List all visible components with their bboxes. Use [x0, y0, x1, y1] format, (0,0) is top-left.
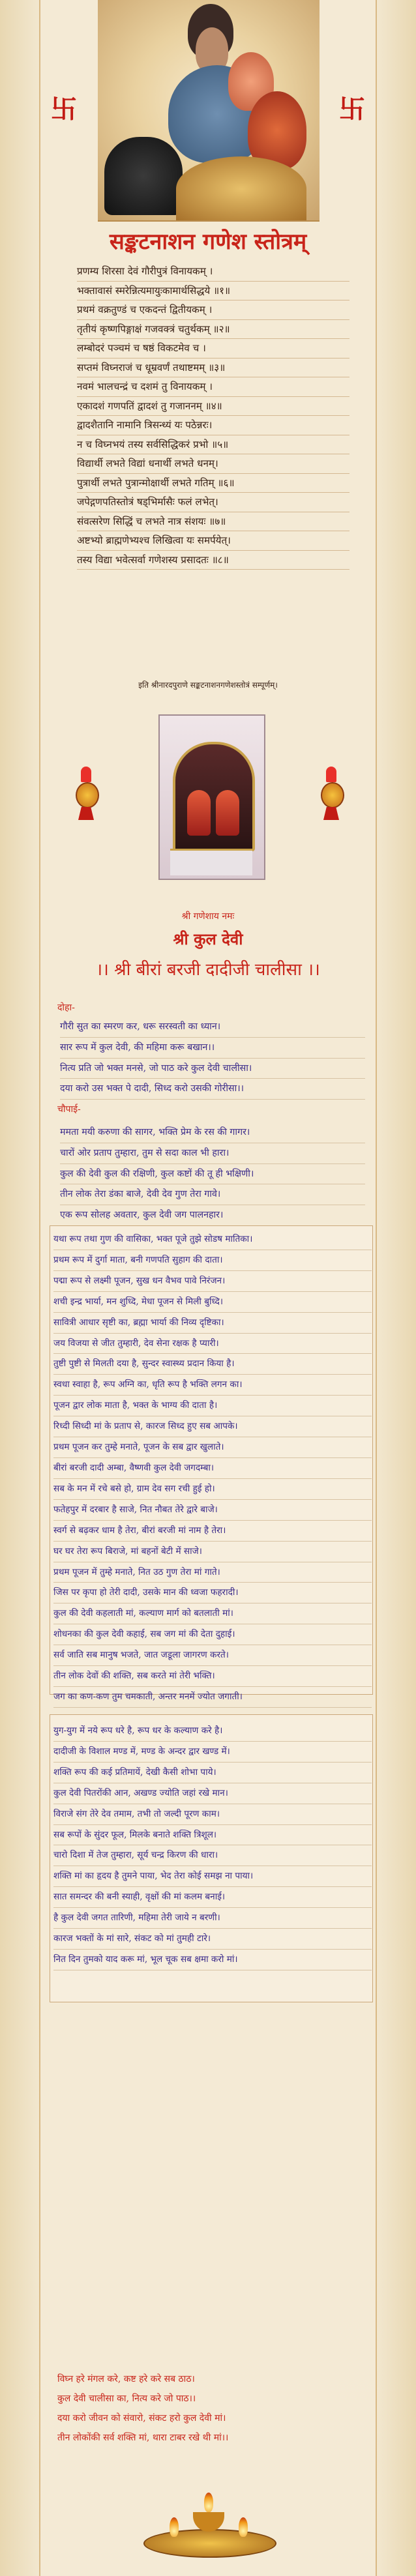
chaupai-line: घर घर तेरा रूप बिराजे, मां बहनों बेटी में साजे। [53, 1542, 372, 1562]
chaupai-line: सब रूपों के सुंदर फूल, मिलके बनाते शक्ति त्रिशूल। [53, 1825, 372, 1846]
chaupai-line: चारों ओर प्रताप तुम्हारा, तुम से सदा काल भी हारा। [60, 1143, 365, 1164]
chaupai-line: रिध्दी सिध्दी मां के प्रताप से, कारज सिध्द हुए सब आपके। [53, 1416, 372, 1437]
right-border-band [376, 0, 416, 2576]
chaupai-verses-main [53, 1229, 372, 1708]
stotra-line: जपेद्गणपतिस्तोत्रं षड्भिर्मासैः फलं लभेत्। [77, 493, 349, 512]
stotra-line: न च विघ्नभयं तस्य सर्वसिद्धिकरं प्रभो ॥५॥ [77, 435, 349, 455]
invocation-text: श्री गणेशाय नमः [181, 911, 235, 922]
chaupai-line: शक्ति मां का हृदय है तुमने पाया, भेद तेरा कोई समझ ना पाया। [53, 1866, 372, 1887]
chaupai-line: प्रथम पूजन में तुम्हे मनाते, नित उठ गुण तेरा मां गाते। [53, 1562, 372, 1583]
doha-line: गौरी सुत का स्मरण कर, धरू सरस्वती का ध्यान। [60, 1017, 365, 1038]
temple-deity-image [158, 714, 265, 880]
chaupai-line: कारज भक्तों के मां सारे, संकट को मां तुमही टारे। [53, 1929, 372, 1950]
chaupai-line: शक्ति रूप की कई प्रतिमायें, देखी कैसी शोभा पाये। [53, 1763, 372, 1783]
chaupai-line: जग का कण-कण तुम चमकाती, अन्तर मनमें ज्योत जगाती। [53, 1687, 372, 1708]
chaupai-line: सर्व जाति सब मानुष भजते, जात जडूला जागरण करते। [53, 1645, 372, 1666]
chaupai-line: तीन लोक तेरा डंका बाजे, देवी देव गुण तेरा गावे। [60, 1184, 365, 1205]
chaupai-line: एक रूप सोलह अवतार, कुल देवी जग पालनहार। [60, 1205, 365, 1226]
chaupai-line: शची इन्द्र भार्या, मन शुध्दि, मेधा पूजन से मिली बुध्दि। [53, 1292, 372, 1313]
stotra-line: एकादशं गणपतिं द्वादशं तु गजाननम् ॥४॥ [77, 397, 349, 417]
stotra-line: संवत्सरेण सिद्धिं च लभते नात्र संशयः ॥७॥ [77, 512, 349, 532]
chaupai-label: चौपाई- [57, 1104, 81, 1115]
stotra-verses [77, 262, 349, 570]
doha-verses [60, 1017, 365, 1100]
chaupai-line: दादीजी के विशाल मण्ड में, मण्ड के अन्दर द्वार खण्ड में। [53, 1742, 372, 1763]
chaupai-line: तीन लोक देवों की शक्ति, सब करते मां तेरी भक्ति। [53, 1666, 372, 1687]
stotra-colophon: इति श्रीनारदपुराणे सङ्कटनाशनगणेशस्तोत्रं सम्पूर्णम्। [138, 681, 278, 690]
kalash-icon [72, 756, 100, 828]
chaupai-line: सब के मन में रचे बसे हो, ग्राम देव सग रची हुई हो। [53, 1479, 372, 1500]
left-border-band [0, 0, 40, 2576]
chaupai-line: पद्मा रूप से लक्ष्मी पूजन, सुख धन वैभव पावे निरंजन। [53, 1271, 372, 1292]
chaupai-line: कुल की देवी कहलाती मां, कल्याण मार्ग को बतलाती मां। [53, 1603, 372, 1624]
chaupai-line: नित दिन तुमको याद करू मां, भूल चूक सब क्षमा करो मां। [53, 1950, 372, 1970]
stotra-line: प्रथमं वक्रतुण्डं च एकदन्तं द्वितीयकम् । [77, 300, 349, 320]
swastika-icon: 卐 [51, 95, 77, 124]
closing-doha [57, 2369, 364, 2448]
doha-line: नित्य प्रति जो भक्त मनसे, जो पाठ करे कुल देवी चालीसा। [60, 1059, 365, 1079]
chaupai-line: बीरां बरजी दादी अम्बा, वैष्णवी कुल देवी जगदम्बा। [53, 1458, 372, 1479]
chaupai-line: जय विजया से जीत तुम्हारी, देव सेना रक्षक है प्यारी। [53, 1334, 372, 1354]
closing-line: तीन लोकोंकी सर्व शक्ति मां, थारा टाबर रखे थी मां।। [57, 2433, 229, 2443]
doha-line: दया करो उस भक्त पे दादी, सिध्द करो उसकी गोरीसा।। [60, 1079, 365, 1100]
closing-line: विघ्न हरे मंगल करे, कष्ट हरे करे सब ठाठ। [57, 2374, 195, 2384]
stotra-line: भक्तावासं स्मरेन्नित्यमायुःकामार्थसिद्धये ॥१॥ [77, 282, 349, 301]
swastika-icon: 卐 [339, 95, 365, 124]
aarti-plate-image [137, 2464, 280, 2568]
chaupai-line: ममता मयी करुणा की सागर, भक्ति प्रेम के रस की गागर। [60, 1122, 365, 1143]
stotra-line: लम्बोदरं पञ्चमं च षष्ठं विकटमेव च । [77, 339, 349, 359]
stotra-line: विद्यार्थी लभते विद्यां धनार्थी लभते धनम्। [77, 454, 349, 474]
chaupai-verses-intro [60, 1122, 365, 1226]
chaupai-line: कुल देवी पितरोंकी आन, अखण्ड ज्योति जहां रखे मान। [53, 1783, 372, 1804]
chaupai-line: यथा रूप तथा गुण की वासिका, भक्त पूजे तुझे सोडष मातिका। [53, 1229, 372, 1250]
chalisa-title: ।। श्री बीरां बरजी दादीजी चालीसा ।। [96, 960, 320, 980]
stotra-title: सङ्कटनाशन गणेश स्तोत्रम् [109, 229, 307, 255]
chaupai-line: युग-युग में नये रूप धरे है, रूप धर के कल्याण करे है। [53, 1721, 372, 1742]
chaupai-line: चारो दिशा में तेज तुम्हारा, सूर्य चन्द्र किरण की धारा। [53, 1845, 372, 1866]
closing-line: दया करो जीवन को संवारो, संकट हरो कुल देवी मां। [57, 2413, 226, 2423]
stotra-line: तस्य विद्या भवेत्सर्वा गणेशस्य प्रसादतः ॥८॥ [77, 551, 349, 570]
stotra-line: अष्टभ्यो ब्राह्मणेभ्यश्च लिखित्वा यः समर्पयेत्। [77, 531, 349, 551]
chaupai-line: विराजे संग तेरे देव तमाम, तभी तो जल्दी पूरण काम। [53, 1804, 372, 1825]
chaupai-line: कुल की देवी कुल की रक्षिणी, कुल कष्टों की तू ही भक्षिणी। [60, 1164, 365, 1185]
stotra-line: प्रणम्य शिरसा देवं गौरीपुत्रं विनायकम् । [77, 262, 349, 282]
chaupai-verses-final [53, 1721, 372, 1970]
doha-line: सार रूप में कुल देवी, की महिमा करू बखान।। [60, 1038, 365, 1059]
chaupai-line: तुष्टी पुष्टी से मिलती दया है, सुन्दर स्वास्थ्य प्रदान किया है। [53, 1354, 372, 1375]
doha-label: दोहा- [57, 1003, 75, 1013]
stotra-line: पुत्रार्थी लभते पुत्रान्मोक्षार्थी लभते गतिम् ॥६॥ [77, 474, 349, 493]
chaupai-line: स्वर्ग से बढ़कर धाम है तेरा, बीरां बरजी मां नाम है तेरा। [53, 1521, 372, 1542]
chaupai-line: प्रथम रूप में दुर्गा माता, बनी गणपति सुहाग की दाता। [53, 1250, 372, 1271]
chaupai-line: स्वधा स्वाहा है, रूप अग्नि का, धृति रूप है भक्ति लगन का। [53, 1375, 372, 1396]
chaupai-line: प्रथम पूजन कर तुम्हे मनाते, पूजन के सब द्वार खुलाते। [53, 1437, 372, 1458]
chaupai-line: फतेहपुर में दरबार है साजे, नित नौबत तेरे द्वारे बाजे। [53, 1500, 372, 1521]
stotra-line: नवमं भालचन्द्रं च दशमं तु विनायकम् । [77, 377, 349, 397]
shiva-parvati-ganesh-image [98, 0, 319, 222]
stotra-line: द्वादशैतानि नामानि त्रिसन्ध्यं यः पठेन्नरः। [77, 416, 349, 435]
chaupai-line: है कुल देवी जगत तारिणी, महिमा तेरी जाये न बरणी। [53, 1908, 372, 1929]
stotra-line: सप्तमं विघ्नराजं च धूम्रवर्णं तथाष्टमम् ॥३॥ [77, 359, 349, 378]
kul-devi-heading: श्री कुल देवी [173, 929, 243, 948]
closing-line: कुल देवी चालीसा का, नित्य करे जो पाठ।। [57, 2393, 196, 2404]
chaupai-line: सात समन्दर की बनी स्याही, वृक्षों की मां कलम बनाई। [53, 1887, 372, 1908]
chaupai-line: जिस पर कृपा हो तेरी दादी, उसके मान की ध्वजा फहरादी। [53, 1583, 372, 1603]
chaupai-line: पूजन द्वार लोक माता है, भक्त के भाग्य की दाता है। [53, 1396, 372, 1416]
kalash-icon [317, 756, 346, 828]
chaupai-line: शोधनका की कुल देवी कहाई, सब जग मां की देता दुहाई। [53, 1624, 372, 1645]
chaupai-line: सावित्री आधार सृष्टी का, ब्रह्मा भार्या की निव्य दृष्टिका। [53, 1313, 372, 1334]
stotra-line: तृतीयं कृष्णपिङ्गाक्षं गजवक्त्रं चतुर्थकम् ॥२॥ [77, 320, 349, 340]
